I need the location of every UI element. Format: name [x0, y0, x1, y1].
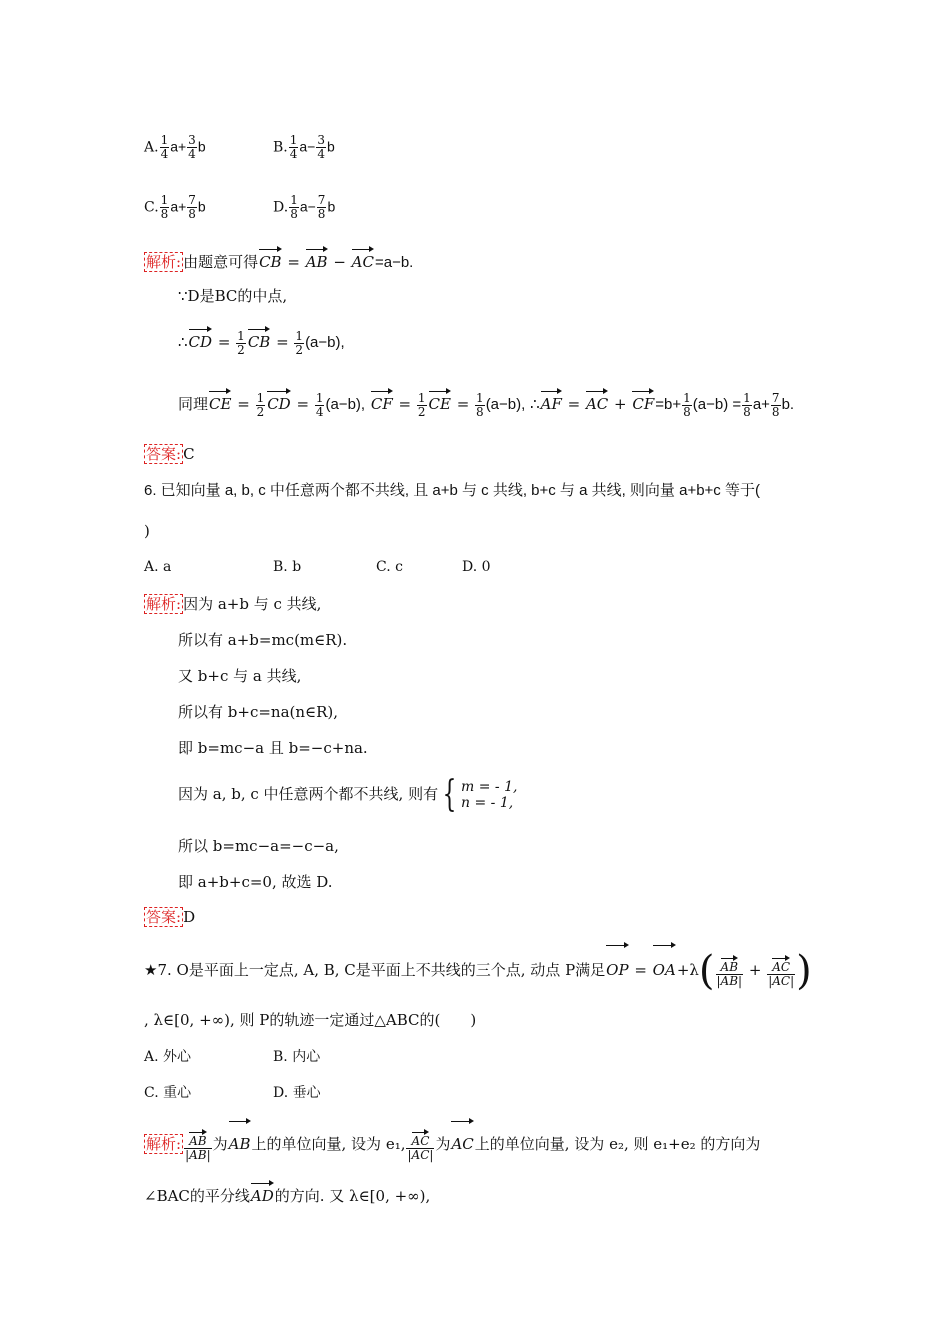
q5-solution-line-4: 同理CE = $\frac{1}{2}$ CD = $\frac{1}{4}$ (a−b), CF = $\frac{1}{2}$ CE = $\frac{1}{8}$ (a−b), ∴AF = AC + CF=b+ $\frac{1}{8}$ (a−b) = $\frac{1}{8}$ a+ $\frac{7}{8}$ b. [178, 388, 794, 419]
q7-solution-line-1: 解析: $\frac{AB}{|AB|}$ 为AB上的单位向量, 设为 e₁, $\frac{AC}{|AC|}$ 为AC上的单位向量, 设为 e₂, 则 e₁+e₂ 的方向为 [144, 1118, 760, 1164]
q6-solution-line-4: 所以有 b+c=na(n∈R), [178, 703, 339, 721]
option-letter: A. [144, 139, 159, 156]
text: 的方向. 又 λ∈[0, +∞), [274, 1187, 431, 1205]
solution-tag: 解析: [146, 253, 182, 271]
text: 因为 a+b 与 c 共线, [183, 595, 322, 613]
q6-solution-line-5: 即 b=mc−a 且 b=−c+na. [178, 739, 368, 757]
q6-option-c: C. c [376, 559, 403, 575]
q7-option-b: B. 内心 [273, 1049, 321, 1065]
text: 为 [212, 1135, 228, 1153]
q6-solution-line-2: 所以有 a+b=mc(m∈R). [178, 631, 348, 649]
text: 由题意可得 [183, 253, 259, 271]
q6-option-a: A. a [144, 559, 172, 575]
q5-answer [144, 444, 195, 464]
q7-option-c: C. 重心 [144, 1085, 192, 1101]
answer-value: C [183, 445, 195, 463]
q5-option-b: B. $\frac{1}{4}$ a− $\frac{3}{4}$ b [273, 133, 335, 161]
q6-solution-line-6 [178, 774, 517, 814]
solution-tag: 解析: [146, 1135, 182, 1153]
q6-solution-line-1 [144, 594, 321, 614]
q5-solution-line-1: 解析: 由题意可得CB = AB − AC=a−b. [144, 246, 413, 273]
q6-option-d: D. 0 [462, 559, 491, 575]
text: 因为 a, b, c 中任意两个都不共线, 则有 [178, 785, 439, 803]
text: ★7. O是平面上一定点, A, B, C是平面上不共线的三个点, 动点 P满足 [144, 961, 606, 979]
answer-tag: 答案: [146, 445, 182, 463]
text: 上的单位向量, 设为 e₁, [251, 1135, 406, 1153]
q5-option-a: A. $\frac{1}{4}$ a+ $\frac{3}{4}$ b [144, 133, 206, 161]
q7-option-d: D. 垂心 [273, 1085, 321, 1101]
q5-solution-line-2: ∵D是BC的中点, [178, 287, 288, 305]
equation-line: n = - 1, [461, 795, 514, 811]
text: ∠BAC的平分线 [144, 1187, 250, 1205]
option-letter: D. [273, 199, 289, 216]
q6-option-b: B. b [273, 559, 302, 575]
q6-solution-line-3: 又 b+c 与 a 共线, [178, 667, 302, 685]
answer-tag: 答案: [146, 908, 182, 926]
equation-line: m = - 1, [461, 779, 518, 795]
q6-stem-line-2: ) [144, 522, 150, 540]
answer-value: D [183, 908, 196, 926]
option-letter: C. [144, 199, 159, 216]
q7-solution-line-2: ∠BAC的平分线AD的方向. 又 λ∈[0, +∞), [144, 1180, 430, 1206]
solution-tag: 解析: [146, 595, 182, 613]
q5-option-c: C. $\frac{1}{8}$ a+ $\frac{7}{8}$ b [144, 193, 206, 221]
q7-option-a: A. 外心 [144, 1049, 192, 1065]
therefore-symbol: ∴ [178, 333, 188, 351]
q6-answer [144, 907, 195, 927]
brace-symbol: { [442, 774, 457, 815]
q5-solution-line-3: ∴CD = $\frac{1}{2}$ CB = $\frac{1}{2}$ (a−b), [178, 326, 345, 357]
q7-stem-line-1: ★7. O是平面上一定点, A, B, C是平面上不共线的三个点, 动点 P满足OP = OA+λ( $\frac{AB}{|AB|}$ + $\frac{AC}{|AC|}$ ) [144, 942, 812, 992]
text: 为 [435, 1135, 451, 1153]
text: 上的单位向量, 设为 e₂, 则 e₁+e₂ 的方向为 [474, 1135, 761, 1153]
q6-solution-line-7: 所以 b=mc−a=−c−a, [178, 837, 339, 855]
q6-stem-line-1: 6. 已知向量 a, b, c 中任意两个都不共线, 且 a+b 与 c 共线, b+c 与 a 共线, 则向量 a+b+c 等于( [144, 482, 760, 499]
option-letter: B. [273, 139, 288, 156]
q7-stem-line-2: , λ∈[0, +∞), 则 P的轨迹一定通过△ABC的( ) [144, 1011, 477, 1029]
text: 同理 [178, 395, 209, 413]
q6-solution-line-8: 即 a+b+c=0, 故选 D. [178, 873, 333, 891]
q5-option-d: D. $\frac{1}{8}$ a− $\frac{7}{8}$ b [273, 193, 336, 221]
equation-system [461, 779, 517, 811]
text: =a−b. [374, 254, 414, 271]
